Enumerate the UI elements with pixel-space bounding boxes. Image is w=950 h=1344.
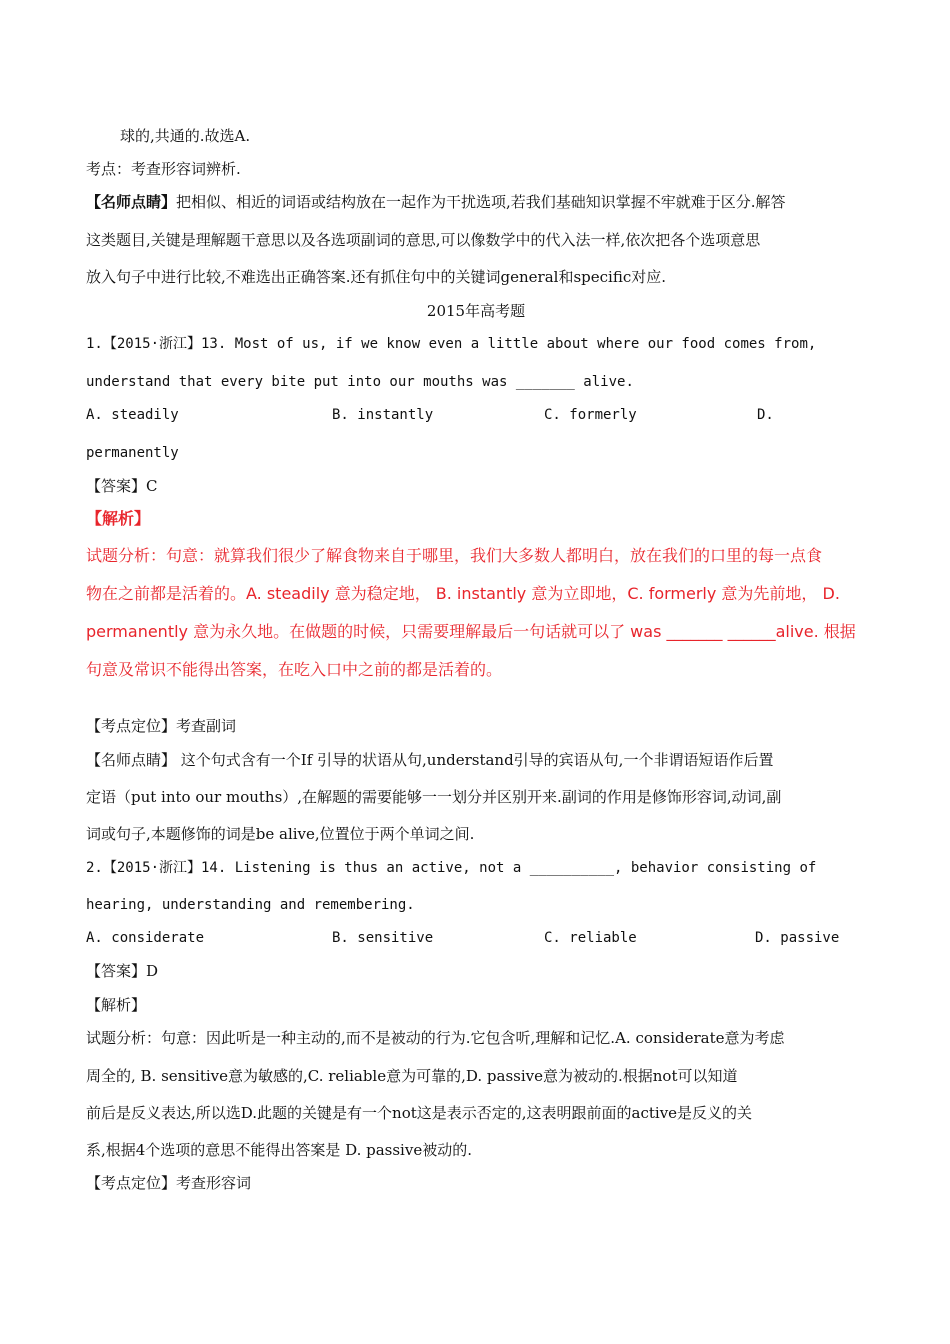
q1-answer: 【答案】C bbox=[86, 477, 158, 495]
test-point-line: 考点：考查形容词辨析. bbox=[86, 160, 241, 178]
question-2-line-1: 2.【2015·浙江】14. Listening is thus an active, not a __________, behavior consisting of bbox=[86, 860, 817, 876]
question-1-options bbox=[86, 403, 866, 427]
q2-option-a: A. considerate bbox=[86, 930, 205, 946]
q1-tip-line-2: 定语（put into our mouths）,在解题的需要能够一一划分并区别开来.副词的作用是修饰形容词,动词,副 bbox=[86, 788, 782, 806]
question-1-line-1: 1.【2015·浙江】13. Most of us, if we know even a little about where our food comes from, bbox=[86, 336, 817, 352]
question-1-line-2: understand that every bite put into our mouths was _______ alive. bbox=[86, 374, 634, 390]
q2-option-c: C. reliable bbox=[544, 930, 637, 946]
question-2-line-2: hearing, understanding and remembering. bbox=[86, 897, 415, 913]
q2-analysis-line-2: 周全的, B. sensitive意为敏感的,C. reliable意为可靠的,D. passive意为被动的.根据not可以知道 bbox=[86, 1067, 738, 1085]
q2-analysis-tag: 【解析】 bbox=[86, 996, 147, 1014]
teacher-tip-tag: 【名师点睛】 bbox=[86, 193, 177, 211]
q2-analysis-line-4: 系,根据4个选项的意思不能得出答案是 D. passive被动的. bbox=[86, 1141, 472, 1159]
teacher-tip-text-1: 把相似、相近的词语或结构放在一起作为干扰选项,若我们基础知识掌握不牢就难于区分.解答 bbox=[176, 193, 786, 211]
q2-analysis-line-1: 试题分析：句意：因此听是一种主动的,而不是被动的行为.它包含听,理解和记忆.A. considerate意为考虑 bbox=[86, 1029, 785, 1047]
q2-test-point: 【考点定位】考查形容词 bbox=[86, 1174, 252, 1192]
q1-option-a: A. steadily bbox=[86, 407, 179, 423]
q1-option-c: C. formerly bbox=[544, 407, 637, 423]
q1-tip-line-1: 【名师点睛】 这个句式含有一个If 引导的状语从句,understand引导的宾语从句,一个非谓语短语作后置 bbox=[86, 751, 774, 769]
q1-analysis-tag: 【解析】 bbox=[86, 509, 151, 528]
section-title: 2015年高考题 bbox=[426, 302, 526, 320]
q1-option-b: B. instantly bbox=[332, 407, 434, 423]
q1-analysis-line-1: 试题分析：句意：就算我们很少了解食物来自于哪里，我们大多数人都明白，放在我们的口里的每一点食 bbox=[86, 546, 823, 565]
q1-analysis-line-2: 物在之前都是活着的。A. steadily 意为稳定地， B. instantly 意为立即地，C. formerly 意为先前地， D. bbox=[86, 584, 840, 603]
q1-tip-line-3: 词或句子,本题修饰的词是be alive,位置位于两个单词之间. bbox=[86, 825, 475, 843]
q1-option-d: D. bbox=[757, 407, 774, 423]
teacher-tip-line-3: 放入句子中进行比较,不难选出正确答案.还有抓住句中的关键词general和specific对应. bbox=[86, 268, 667, 286]
q1-test-point: 【考点定位】考查副词 bbox=[86, 717, 237, 735]
q1-analysis-line-4: 句意及常识不能得出答案，在吃入口中之前的都是活着的。 bbox=[86, 660, 503, 679]
teacher-tip-line-2: 这类题目,关键是理解题干意思以及各选项副词的意思,可以像数学中的代入法一样,依次把各个选项意思 bbox=[86, 231, 761, 249]
q1-analysis-line-3: permanently 意为永久地。在做题的时候，只需要理解最后一句话就可以了 was _______ ______alive. 根据 bbox=[86, 622, 856, 641]
q2-answer: 【答案】D bbox=[86, 962, 159, 980]
question-2-options bbox=[86, 926, 866, 950]
teacher-tip-line-1 bbox=[86, 190, 866, 214]
q2-option-d: D. passive bbox=[755, 930, 840, 946]
q2-option-b: B. sensitive bbox=[332, 930, 434, 946]
q1-option-d-continued: permanently bbox=[86, 445, 179, 461]
text-line-continuation: 球的,共通的.故选A. bbox=[120, 127, 251, 145]
q2-analysis-line-3: 前后是反义表达,所以选D.此题的关键是有一个not这是表示否定的,这表明跟前面的active是反义的关 bbox=[86, 1104, 753, 1122]
